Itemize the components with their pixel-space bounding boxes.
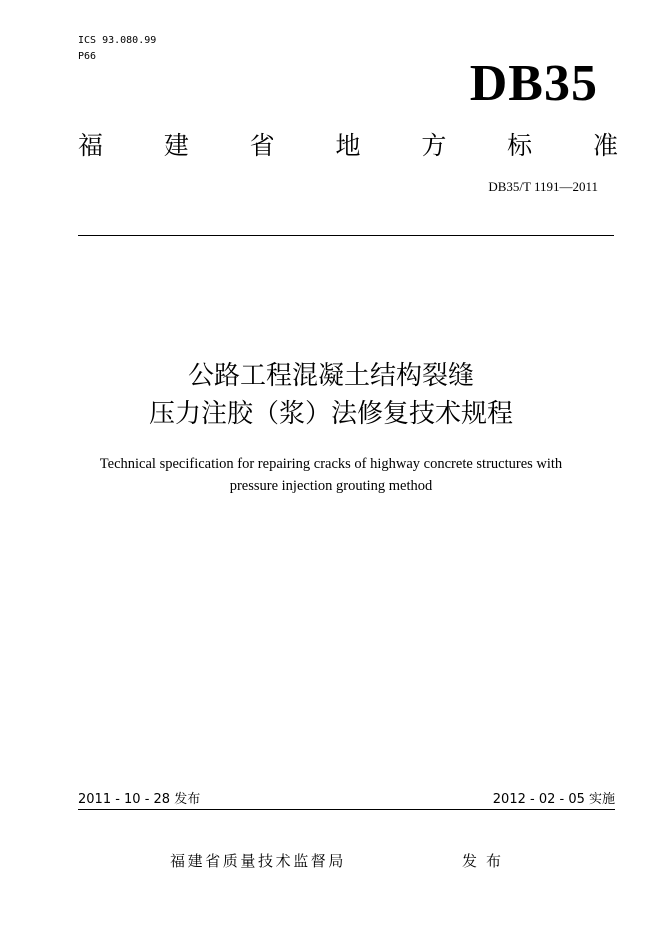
standard-type [78, 128, 618, 164]
title-en-line1: Technical specification for repairing cracks of highway concrete structures with [99, 456, 563, 472]
header-divider [78, 235, 614, 236]
classification-code: P66 [78, 51, 97, 62]
standard-type-char: 方 [421, 131, 447, 160]
footer-divider [78, 809, 615, 810]
db-code: DB35 [469, 55, 598, 112]
issue-date: 2011 - 10 - 28 发布 [78, 792, 201, 807]
standard-type-char: 省 [249, 131, 275, 160]
ics-code: ICS 93.080.99 [78, 35, 157, 46]
effective-date: 2012 - 02 - 05 实施 [492, 792, 615, 807]
publish-label: 发布 [462, 852, 511, 870]
standard-type-char: 福 [78, 131, 104, 160]
standard-type-char: 准 [592, 131, 618, 160]
standard-number: DB35/T 1191—2011 [488, 179, 598, 194]
standard-type-char: 地 [335, 131, 361, 160]
title-zh-line2: 压力注胶（浆）法修复技术规程 [148, 399, 513, 429]
standard-type-char: 标 [507, 131, 533, 160]
publisher: 福建省质量技术监督局 [170, 852, 347, 870]
title-zh-line1: 公路工程混凝土结构裂缝 [187, 361, 474, 391]
standard-type-char: 建 [163, 131, 189, 160]
title-en-line2: pressure injection grouting method [229, 478, 433, 494]
